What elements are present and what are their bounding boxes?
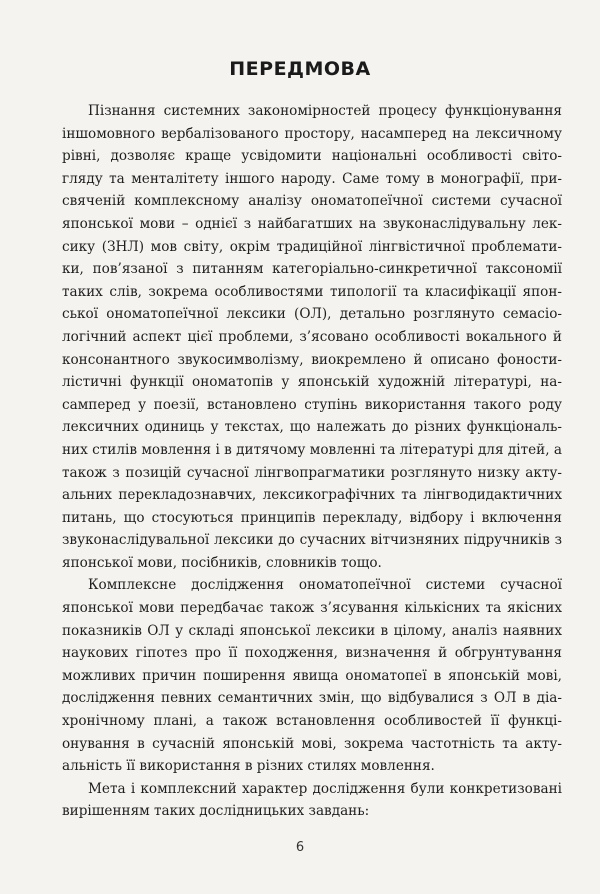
page-number: 6	[295, 840, 305, 855]
page-title: ПЕРЕДМОВА	[229, 58, 371, 80]
body-text	[62, 100, 562, 823]
paragraph-1: Пізнання системних закономірностей процесу функціонування іншомовного вербалізованого простору, насамперед на лексичному рівні, дозволяє краще усвідомити національні особливості світогляду та менталітету іншого народу. Саме тому в монографії, присвяченій комплексному аналізу ономатопеїчної системи сучасної японської мови – однієї з найбагатших на звуконаслідувальну лексику (ЗНЛ) мов світу, окрім традиційної лінгвістичної проблематики, пов’язаної з питанням категоріально-синкретичної таксономії таких слів, зокрема особливостями типології та класифікації японської ономатопеїчної лексики (ОЛ), детально розглянуто семасіологічний аспект цієї проблеми, з’ясовано особливості вокального й консонантного звукосимволізму, виокремлено й описано фоностилістичні функції ономатопів у японській художній літературі, насамперед у поезії, встановлено ступінь використання такого роду лексичних одиниць у текстах, що належать до різних функціональних стилів мовлення і в дитячому мовленні та літературі для дітей, а також з позицій сучасної лінгвопрагматики розглянуто низку актуальних перекладознавчих, лексикографічних та лінгводидактичних питань, що стосуються принципів перекладу, відбору і включення звуконаслідувальної лексики до сучасних вітчизняних підручників з японської мови, посібників, словників тощо.	[62, 103, 562, 571]
paragraph-2: Комплексне дослідження ономатопеїчної системи сучасної японської мови передбачає також з’ясування кількісних та якісних показників ОЛ у складі японської лексики в цілому, аналіз наявних наукових гіпотез про її походження, визначення й обгрунтування можливих причин поширення явища ономатопеї в японській мові, дослідження певних семантичних змін, що відбувалися з ОЛ в діахронічному плані, а також встановлення особливостей її функціонування в сучасній японській мові, зокрема частотність та актуальність її використання в різних стилях мовлення.	[62, 577, 562, 775]
paragraph-3: Мета і комплексний характер дослідження були конкретизовані вирішенням таких дослідницьких завдань:	[62, 780, 562, 820]
